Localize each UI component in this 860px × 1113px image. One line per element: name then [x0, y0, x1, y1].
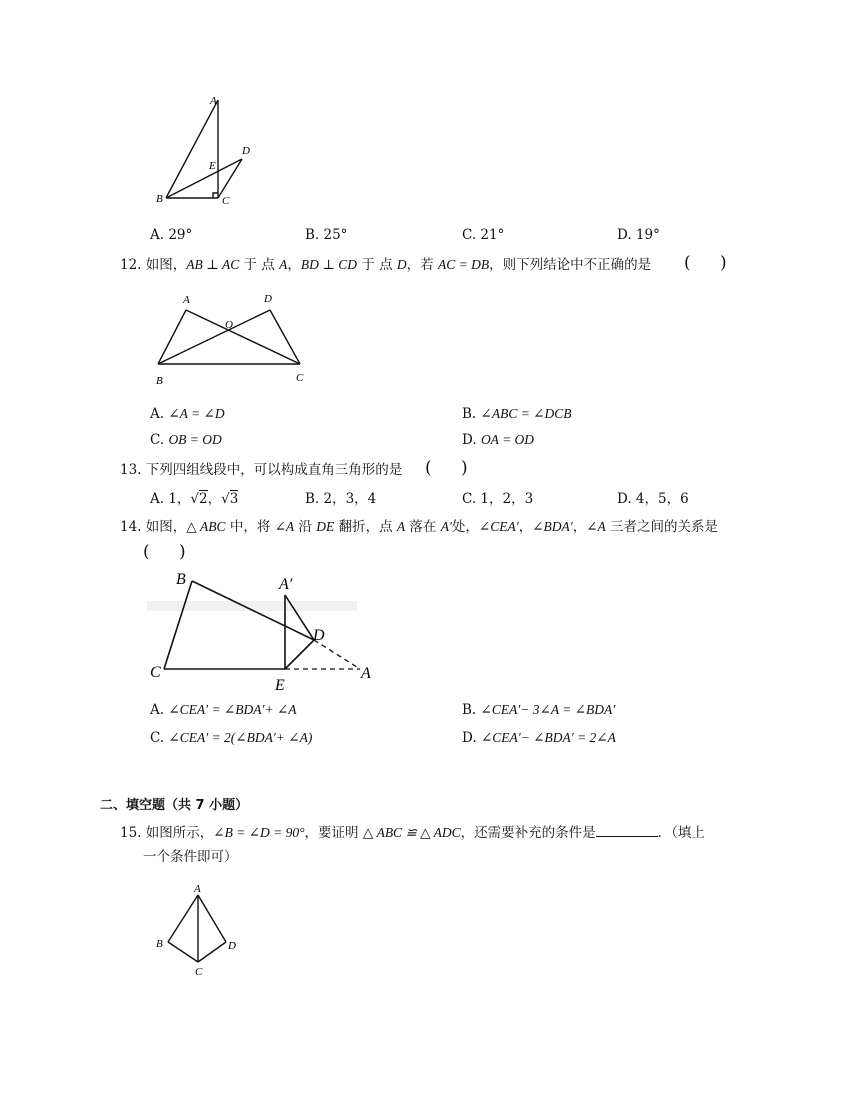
- q13-answer-paren-open: (: [425, 458, 432, 478]
- q12-label-d: D: [264, 293, 272, 305]
- q12-stem-text: 于 点: [357, 257, 397, 273]
- q14-stem-math: ∠CEA′: [478, 519, 519, 534]
- q12-stem-math: D: [396, 257, 407, 272]
- q14-label-d: D: [313, 627, 325, 644]
- q14-option-d: [462, 730, 616, 746]
- q12-label-a: A: [183, 294, 190, 306]
- q14-stem-text: ，: [572, 519, 587, 535]
- q11-option-a: A. 29°: [150, 227, 193, 243]
- q13-option-a-radicand: 3: [229, 491, 239, 507]
- q14-option-b: [462, 702, 615, 718]
- q13-answer-paren-close: ): [461, 458, 468, 478]
- q14-stem-math: A: [396, 519, 406, 534]
- q11-option-d: D. 19°: [617, 227, 660, 243]
- q12-option-label: C.: [150, 432, 169, 448]
- q15-stem-text: ，要证明: [304, 825, 363, 841]
- q14-option-expr: ∠CEA′− 3∠A = ∠BDA′: [480, 702, 616, 717]
- q14-stem-math: DE: [316, 519, 335, 534]
- sqrt-icon: √: [190, 491, 200, 507]
- q11-label-a: A: [210, 95, 217, 107]
- q12-option-a: [150, 406, 225, 422]
- q15-stem-text: ，还需要补充的条件是: [460, 825, 596, 841]
- q12-option-d: [462, 432, 534, 448]
- q15-stem-math: ∠B = ∠D = 90°: [213, 825, 305, 840]
- q15-label-d: D: [228, 940, 236, 952]
- q12-stem-math: AB ⊥ AC: [186, 257, 240, 272]
- q12-label-b: B: [156, 375, 163, 387]
- q14-option-a: [150, 702, 297, 718]
- q14-option-expr: ∠CEA′ = 2(∠BDA′+ ∠A): [168, 730, 313, 745]
- q14-option-c: [150, 730, 312, 746]
- q14-stem-text: 三者之间的关系是: [605, 519, 719, 535]
- q12-stem-text: 于 点: [239, 257, 280, 273]
- q14-stem-math: △ ABC: [186, 519, 226, 534]
- q12-stem-math: AC = DB: [437, 257, 490, 272]
- q14-answer-paren-open: (: [143, 542, 150, 562]
- q12-option-label: B.: [462, 406, 481, 422]
- q14-option-label: B.: [462, 702, 481, 718]
- q12-option-c: [150, 432, 222, 448]
- q13-option-a-sep: ，: [207, 491, 222, 507]
- q12-answer-paren-close: ): [720, 253, 727, 273]
- q13-option-c: C. 1，2，3: [462, 491, 534, 507]
- q14-answer-paren-close: ): [179, 542, 186, 562]
- q11-figure: [140, 88, 270, 210]
- q14-stem-text: 沿: [294, 519, 317, 535]
- q15-stem-text: 15. 如图所示，: [120, 825, 214, 841]
- sqrt-icon: √: [221, 491, 230, 507]
- q11-option-c: C. 21°: [462, 227, 505, 243]
- q15-stem-line2: 一个条件即可）: [143, 849, 238, 865]
- q13-option-d: D. 4，5，6: [617, 491, 689, 507]
- q14-option-label: D.: [462, 730, 481, 746]
- q13-stem: 13. 下列四组线段中，可以构成直角三角形的是: [120, 462, 403, 478]
- q12-label-c: C: [296, 372, 304, 384]
- q13-option-a: [150, 487, 238, 507]
- q12-stem-text: ，若: [406, 257, 438, 273]
- q11-label-c: C: [222, 195, 230, 207]
- q11-label-d: D: [242, 145, 250, 157]
- q14-stem-text: 落在: [405, 519, 441, 535]
- q14-option-expr: ∠CEA′ = ∠BDA′+ ∠A: [168, 702, 297, 717]
- q12-option-expr: OB = OD: [168, 432, 222, 447]
- q11-option-b: B. 25°: [305, 227, 348, 243]
- q13-option-b: B. 2，3，4: [305, 491, 377, 507]
- section-heading: 二、填空题（共 7 小题）: [100, 798, 249, 813]
- q12-option-expr: ∠ABC = ∠DCB: [480, 406, 572, 421]
- q15-label-b: B: [156, 938, 163, 950]
- q14-stem: [120, 518, 718, 536]
- q14-option-expr: ∠CEA′− ∠BDA′ = 2∠A: [480, 730, 616, 745]
- q12-answer-paren-open: (: [684, 253, 691, 273]
- q14-stem-math: A′: [440, 519, 452, 534]
- q14-label-b: B: [176, 571, 186, 588]
- q13-option-a-prefix: A. 1，: [150, 491, 191, 507]
- q15-stem-math: △ ABC ≌ △ ADC: [362, 825, 461, 840]
- q14-stem-text: 翻折，点: [334, 519, 397, 535]
- q14-option-label: C.: [150, 730, 169, 746]
- q14-stem-text: 处，: [451, 519, 479, 535]
- q14-label-a: A: [361, 665, 371, 682]
- q12-option-label: A.: [150, 406, 169, 422]
- q12-stem-text: ，则下列结论中不正确的是: [489, 257, 652, 273]
- q14-stem-text: ，: [518, 519, 533, 535]
- q11-label-e: E: [209, 160, 216, 172]
- q14-stem-text: 中，将: [225, 519, 275, 535]
- q12-option-expr: ∠A = ∠D: [168, 406, 225, 421]
- q12-stem-math: BD ⊥ CD: [300, 257, 358, 272]
- q12-stem-text: 12. 如图，: [120, 257, 187, 273]
- q12-label-o: O: [225, 319, 233, 331]
- q15-stem: [120, 823, 705, 842]
- q15-stem-text: ．（填上: [657, 825, 705, 841]
- q14-stem-text: 14. 如图，: [120, 519, 187, 535]
- q12-figure: [148, 288, 318, 388]
- q11-label-b: B: [156, 193, 163, 205]
- q14-stem-math: ∠BDA′: [532, 519, 573, 534]
- q12-stem-math: A: [279, 257, 288, 272]
- q12-option-label: D.: [462, 432, 481, 448]
- q12-option-expr: OA = OD: [480, 432, 535, 447]
- q14-label-c: C: [150, 664, 161, 681]
- q14-stem-math: ∠A: [274, 519, 295, 534]
- q12-stem-text: ，: [287, 257, 301, 273]
- q15-answer-blank[interactable]: [596, 823, 658, 837]
- q15-label-c: C: [195, 966, 203, 978]
- q14-label-e: E: [275, 677, 285, 694]
- q12-stem: [120, 256, 651, 274]
- q14-stem-math: ∠A: [586, 519, 606, 534]
- q14-label-a-prime: A′: [279, 576, 293, 593]
- q13-option-a-radicand: 2: [199, 491, 208, 507]
- q14-option-label: A.: [150, 702, 169, 718]
- q15-label-a: A: [194, 883, 201, 895]
- q12-option-b: [462, 406, 572, 422]
- q14-figure: [145, 565, 385, 695]
- q15-figure: [150, 880, 250, 980]
